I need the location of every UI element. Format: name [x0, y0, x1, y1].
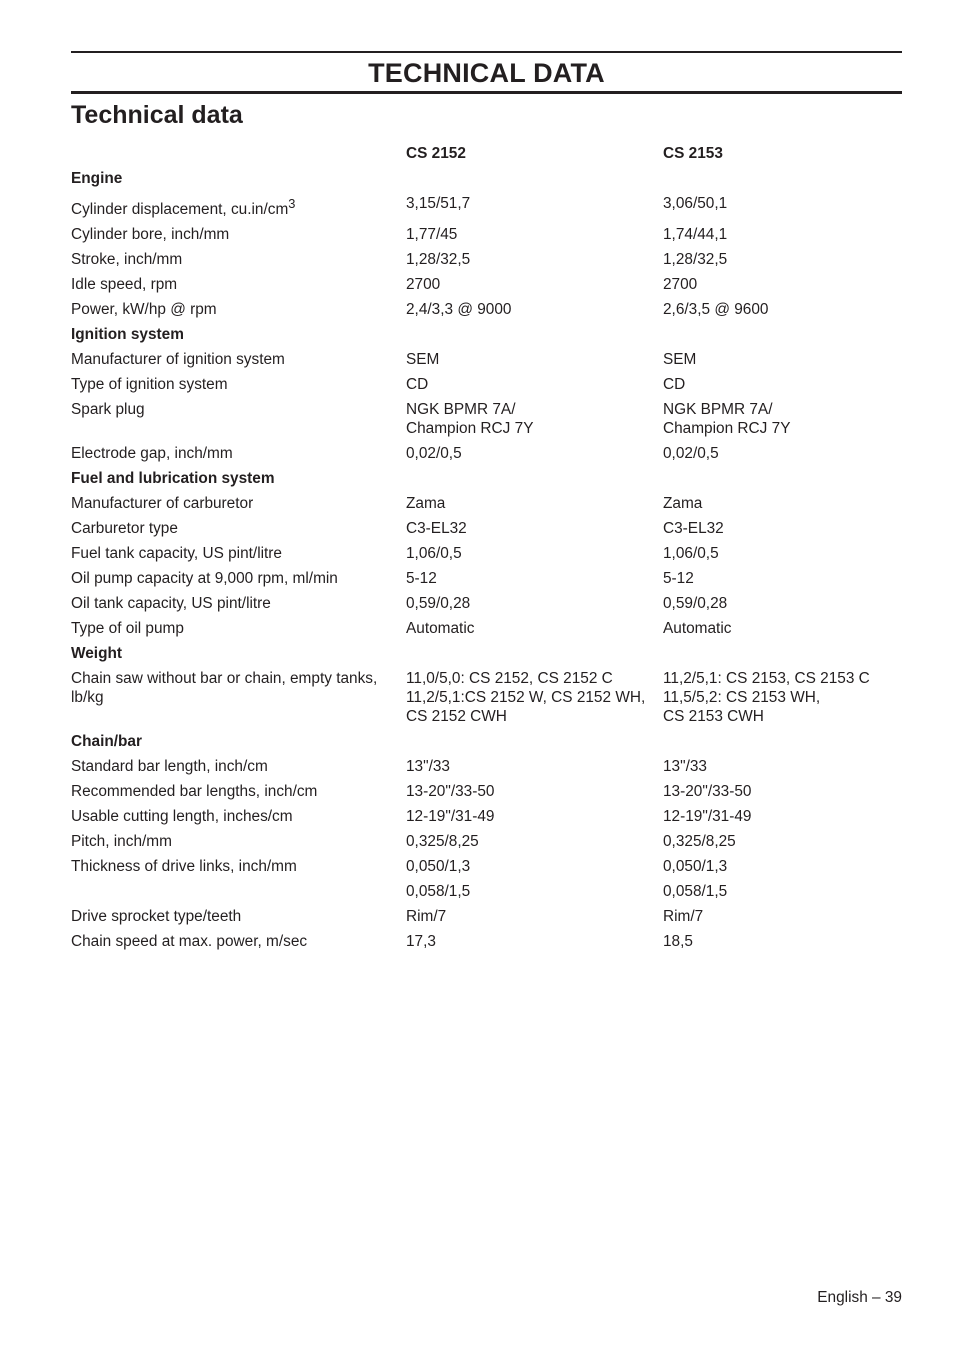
column-header-cs2152: CS 2152 [406, 145, 466, 162]
cell-cs2153: NGK BPMR 7A/ Champion RCJ 7Y [663, 401, 791, 438]
section-label: Engine [71, 170, 123, 187]
cell-cs2152: 13"/33 [406, 758, 450, 776]
page-title: Technical data [71, 101, 243, 129]
cell-cs2152: 0,02/0,5 [406, 445, 462, 463]
cell-cs2153: 0,058/1,5 [663, 883, 728, 901]
table-row [71, 516, 902, 541]
section-header-ignition [71, 322, 902, 347]
row-label: Type of oil pump [71, 620, 184, 638]
cell-cs2152: Automatic [406, 620, 475, 638]
cell-cs2153: SEM [663, 351, 697, 369]
cell-cs2152: 12-19"/31-49 [406, 808, 495, 826]
table-row [71, 804, 902, 829]
cell-cs2152: 0,325/8,25 [406, 833, 479, 851]
cell-cs2152: 0,59/0,28 [406, 595, 471, 613]
table-row [71, 566, 902, 591]
row-label [71, 879, 406, 904]
table-row [71, 272, 902, 297]
column-header-cs2153: CS 2153 [663, 145, 723, 162]
spec-table [71, 141, 902, 954]
table-row [71, 372, 902, 397]
section-label: Ignition system [71, 326, 184, 344]
row-label: Manufacturer of ignition system [71, 351, 285, 369]
row-label: Cylinder bore, inch/mm [71, 226, 230, 244]
section-label: Chain/bar [71, 733, 142, 751]
cell-cs2153: 11,2/5,1: CS 2153, CS 2153 C 11,5/5,2: CS 2153 WH, CS 2153 CWH [663, 670, 870, 726]
cell-cs2153: 3,06/50,1 [663, 195, 728, 212]
row-label: Drive sprocket type/teeth [71, 908, 242, 926]
cell-cs2152: 5-12 [406, 570, 437, 588]
cell-cs2153: 13-20"/33-50 [663, 783, 752, 801]
cell-cs2152: 11,0/5,0: CS 2152, CS 2152 C 11,2/5,1:CS 2152 W, CS 2152 WH, CS 2152 CWH [406, 670, 646, 726]
table-row [71, 616, 902, 641]
row-label: Thickness of drive links, inch/mm [71, 858, 297, 876]
table-row [71, 397, 902, 441]
cell-cs2152: 0,050/1,3 [406, 858, 471, 876]
page-header-banner [71, 51, 902, 94]
row-label: Idle speed, rpm [71, 276, 178, 294]
cell-cs2153: 0,050/1,3 [663, 858, 728, 876]
cell-cs2152: NGK BPMR 7A/ Champion RCJ 7Y [406, 401, 534, 438]
superscript: 3 [288, 196, 296, 211]
banner-title: TECHNICAL DATA [368, 58, 605, 88]
cell-cs2153: 18,5 [663, 933, 693, 951]
row-label: Chain saw without bar or chain, empty tanks, lb/kg [71, 670, 378, 707]
table-row [71, 591, 902, 616]
row-label: Oil tank capacity, US pint/litre [71, 595, 271, 613]
cell-cs2152: SEM [406, 351, 440, 369]
cell-cs2152: C3-EL32 [406, 520, 467, 538]
row-label: Power, kW/hp @ rpm [71, 301, 217, 319]
table-row [71, 491, 902, 516]
row-label: Spark plug [71, 401, 145, 419]
cell-cs2153: 0,325/8,25 [663, 833, 736, 851]
cell-cs2152: 1,06/0,5 [406, 545, 462, 563]
table-row [71, 441, 902, 466]
table-row [71, 347, 902, 372]
row-label: Standard bar length, inch/cm [71, 758, 268, 776]
cell-cs2153: CD [663, 376, 686, 394]
section-header-weight [71, 641, 902, 666]
row-label: Chain speed at max. power, m/sec [71, 933, 308, 951]
table-row [71, 929, 902, 954]
cell-cs2153: 2,6/3,5 @ 9600 [663, 301, 769, 319]
section-label: Weight [71, 645, 123, 663]
table-row [71, 222, 902, 247]
cell-cs2152: 17,3 [406, 933, 436, 951]
row-label: Oil pump capacity at 9,000 rpm, ml/min [71, 570, 338, 588]
cell-cs2153: 13"/33 [663, 758, 707, 776]
section-header-engine [71, 166, 902, 191]
row-label: Manufacturer of carburetor [71, 495, 254, 513]
table-row [71, 297, 902, 322]
row-label: Pitch, inch/mm [71, 833, 172, 851]
row-label: Fuel tank capacity, US pint/litre [71, 545, 282, 563]
table-row [71, 541, 902, 566]
cell-cs2153: Automatic [663, 620, 732, 638]
cell-cs2152: 1,28/32,5 [406, 251, 471, 269]
cell-cs2153: 5-12 [663, 570, 694, 588]
cell-cs2153: Zama [663, 495, 703, 513]
row-label: Electrode gap, inch/mm [71, 445, 233, 463]
table-row [71, 854, 902, 879]
table-row [71, 779, 902, 804]
cell-cs2153: Rim/7 [663, 908, 704, 926]
cell-cs2153: 0,02/0,5 [663, 445, 719, 463]
cell-cs2153: 1,06/0,5 [663, 545, 719, 563]
cell-cs2152: 3,15/51,7 [406, 195, 471, 212]
cell-cs2153: C3-EL32 [663, 520, 724, 538]
table-row [71, 879, 902, 904]
cell-cs2152: 1,77/45 [406, 226, 458, 244]
table-row [71, 754, 902, 779]
row-label: Usable cutting length, inches/cm [71, 808, 293, 826]
table-row [71, 191, 902, 222]
cell-cs2153: 1,74/44,1 [663, 226, 728, 244]
cell-cs2153: 12-19"/31-49 [663, 808, 752, 826]
row-label: Carburetor type [71, 520, 178, 538]
row-label: Stroke, inch/mm [71, 251, 183, 269]
table-row [71, 666, 902, 729]
cell-cs2152: CD [406, 376, 429, 394]
row-label: Type of ignition system [71, 376, 228, 394]
cell-cs2152: 2700 [406, 276, 441, 294]
section-label: Fuel and lubrication system [71, 470, 275, 488]
cell-cs2153: 1,28/32,5 [663, 251, 728, 269]
cell-cs2153: 0,59/0,28 [663, 595, 728, 613]
section-header-chain-bar [71, 729, 902, 754]
table-row [71, 904, 902, 929]
cell-cs2152: 13-20"/33-50 [406, 783, 495, 801]
row-label: Recommended bar lengths, inch/cm [71, 783, 318, 801]
section-header-fuel [71, 466, 902, 491]
cell-cs2152: 2,4/3,3 @ 9000 [406, 301, 512, 319]
table-row [71, 247, 902, 272]
cell-cs2152: 0,058/1,5 [406, 883, 471, 901]
row-label: Cylinder displacement, $cu.in/cm^3$ [71, 196, 296, 219]
page-footer: English – 39 [817, 1289, 902, 1306]
cell-cs2153: 2700 [663, 276, 698, 294]
column-header-row [71, 141, 902, 166]
table-row [71, 829, 902, 854]
cell-cs2152: Rim/7 [406, 908, 447, 926]
cell-cs2152: Zama [406, 495, 446, 513]
column-header-spec [71, 141, 406, 166]
